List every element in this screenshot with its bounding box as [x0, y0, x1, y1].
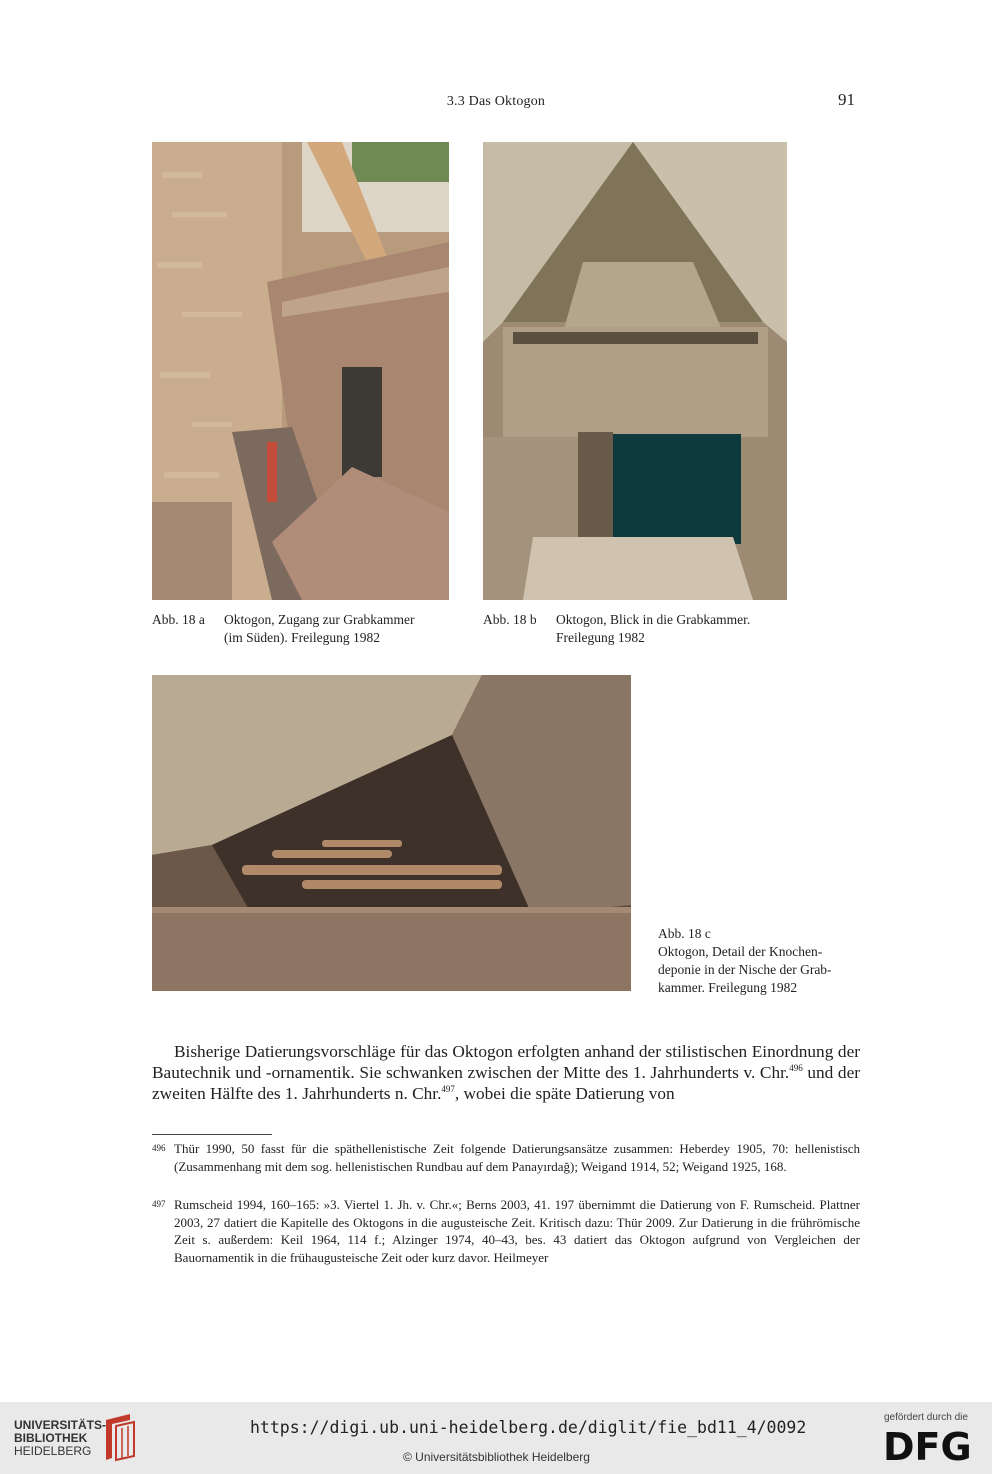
caption-18b — [483, 611, 803, 651]
funding-label: gefördert durch die — [884, 1412, 968, 1423]
running-head: 3.3 Das Oktogon — [446, 94, 546, 109]
library-name[interactable]: UNIVERSITÄTS- BIBLIOTHEK HEIDELBERG — [14, 1418, 107, 1458]
footnote-ref[interactable]: 497 — [441, 1084, 455, 1095]
photo-18a — [152, 142, 449, 600]
caption-label: Abb. 18 c — [658, 926, 711, 941]
caption-text: Oktogon, Blick in die Grabkammer. Freilegung 1982 — [556, 612, 751, 645]
body-text — [152, 1041, 860, 1104]
body-paragraph: Bisherige Datierungsvorschläge für das Oktogon erfolgten anhand der stilistischen Einordnung der Bautechnik und -ornamentik. Sie schwanken zwischen der Mitte des 1. Jahrhunderts v. Chr.$^{496}$ und der zweiten Hälfte des 1. Jahrhunderts n. Chr.$^{497}$, wobei die späte Datierung von — [152, 1042, 860, 1103]
caption-18c: Abb. 18 c Oktogon, Detail der Knochen- deponie in der Nische der Grab- kammer. Freilegung 1982 — [658, 925, 878, 997]
caption-18a — [152, 611, 452, 651]
dfg-logo-icon[interactable] — [883, 1426, 979, 1464]
photo-18c — [152, 675, 631, 991]
footnote-496 — [152, 1140, 860, 1175]
page-number: 91 — [838, 90, 855, 109]
footnote-497 — [152, 1196, 860, 1266]
footnote-ref[interactable]: 496 — [789, 1063, 803, 1074]
document-url[interactable]: https://digi.ub.uni-heidelberg.de/diglit/fie_bd11_4/0092 — [250, 1418, 807, 1437]
footnote-text: Thür 1990, 50 fasst für die späthellenistische Zeit folgende Datierungsansätze zusammen: Heberdey 1905, 70: hellenistisch (Zusammenhang mit dem sog. hellenistischen Rundbau auf dem Panayırdağ); Weigand 1914, 52; Weigand 1925, 168. — [174, 1141, 860, 1174]
caption-label: Abb. 18 a — [152, 612, 205, 627]
caption-label: Abb. 18 b — [483, 612, 537, 627]
photo-18b — [483, 142, 787, 600]
caption-text: Oktogon, Zugang zur Grabkammer (im Süden). Freilegung 1982 — [224, 612, 415, 645]
footnote-text: Rumscheid 1994, 160–165: »3. Viertel 1. Jh. v. Chr.«; Berns 2003, 41. 197 übernimmt die Datierung von F. Rumscheid. Plattner 2003, 27 datiert die Kapitelle des Oktogons in die augusteische Zeit. Kritisch dazu: Thür 2009. Zur Datierung in die frührömische Zeit s. außerdem: Keil 1964, 114 f.; Alzinger 1974, 40–43, bes. 43 datiert das Oktogon aufgrund von Vergleichen der Bauornamentik in die frühaugusteische Zeit oder kurz davor. Heilmeyer — [174, 1197, 860, 1265]
svg-text:DFG: DFG — [883, 1426, 972, 1464]
footnote-rule — [152, 1134, 272, 1135]
copyright-notice: © Universitätsbibliothek Heidelberg — [403, 1450, 590, 1464]
library-logo-icon — [100, 1412, 138, 1462]
footnote-number: 497 — [152, 1199, 166, 1209]
footnote-number: 496 — [152, 1143, 166, 1153]
